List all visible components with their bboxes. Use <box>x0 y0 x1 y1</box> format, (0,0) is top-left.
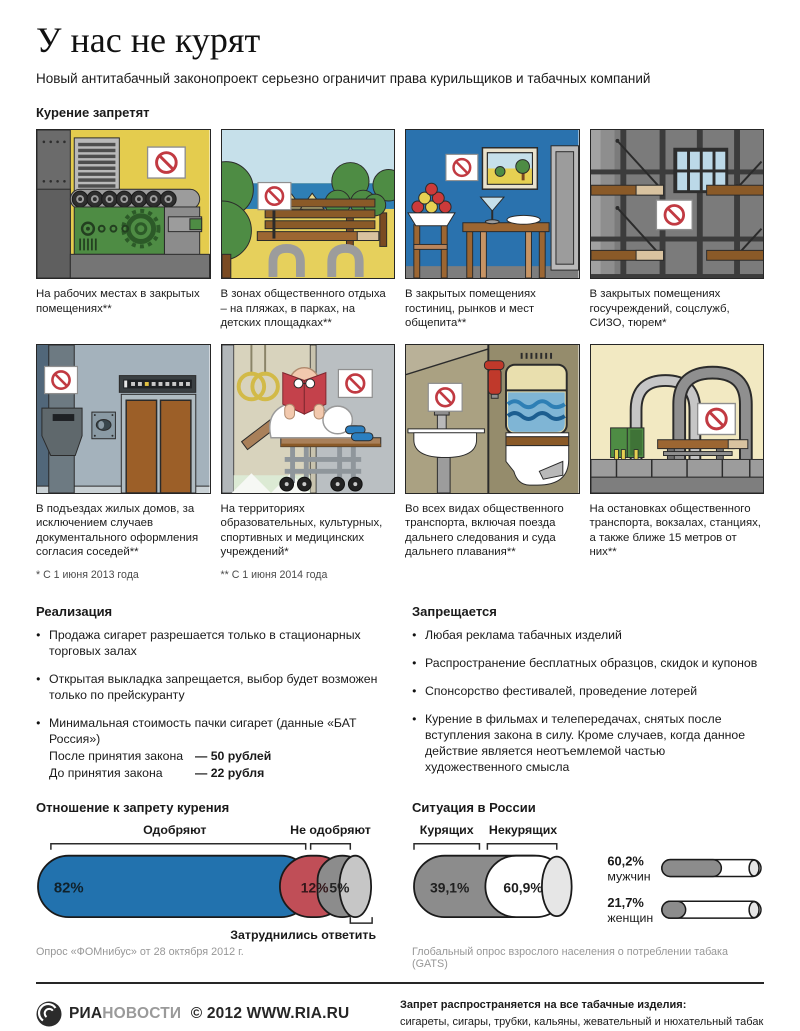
no-smoking-icon <box>697 403 735 434</box>
panel-indoor-dining <box>405 129 580 330</box>
price-row-after: После принятия закона — 50 рублей <box>49 748 272 763</box>
page-title: У нас не курят <box>36 20 261 60</box>
footnote-2014: ** С 1 июня 2014 года <box>220 568 328 581</box>
no-smoking-icon <box>148 147 186 178</box>
panel-caption: В зонах общественного отдыха – на пляжах, в парках, на детских площадках** <box>220 288 386 330</box>
no-smoking-icon <box>338 369 372 397</box>
prohibited-section <box>412 604 764 782</box>
list-item: ● Курение в фильмах и телепередачах, снятых после вступления закона в силу. Кроме случаев, когда данное действие является неотъемлемой частью художественного смысла <box>412 712 764 776</box>
undecided-label: Затруднились ответить <box>230 927 377 942</box>
nonsmokers-value: 60,9% <box>503 878 543 895</box>
panel-caption: В закрытых помещениях гостиниц, рынков и мест общепита** <box>405 288 536 330</box>
women-value: 21,7% <box>607 894 644 910</box>
no-smoking-icon <box>656 200 692 229</box>
ban-section-label: Курение запретят <box>36 105 150 121</box>
panel-workplace <box>36 129 211 330</box>
indoor-dining-illustration <box>406 130 579 278</box>
panel-apartment-entrance <box>36 344 211 560</box>
prohibited-label: Запрещается <box>412 603 497 619</box>
russia-cigarette-chart <box>412 818 764 943</box>
medical-gurney-illustration <box>222 345 395 493</box>
realization-list <box>36 628 388 782</box>
no-smoking-icon <box>428 383 462 411</box>
disapprove-label: Не одобряют <box>290 822 371 837</box>
ria-novosti-brand <box>36 997 400 1031</box>
footer-note-title: Запрет распространяется на все табачные изделия: <box>400 998 687 1011</box>
panel-beach-park <box>221 129 396 330</box>
list-item: ● Продажа сигарет разрешается только в стационарных торговых залах <box>36 628 388 660</box>
chart-source: Глобальный опрос взрослого населения о потреблении табака (GATS) <box>412 945 729 970</box>
no-smoking-icon <box>45 366 78 393</box>
ria-novosti-logo-icon <box>36 1001 62 1027</box>
panel-caption: На рабочих местах в закрытых помещениях** <box>36 288 200 315</box>
prohibited-list <box>412 628 764 776</box>
apartment-entrance-illustration <box>37 345 210 493</box>
train-toilet-illustration <box>406 345 579 493</box>
footnotes <box>36 569 764 581</box>
smokers-value: 39,1% <box>430 878 470 895</box>
footnote-2013: * С 1 июня 2013 года <box>36 568 139 581</box>
nonsmokers-label: Некурящих <box>488 822 558 837</box>
attitude-cigarette-chart <box>36 818 388 943</box>
panel-caption: На территориях образовательных, культурных, спортивных и медицинских учреждений* <box>220 502 383 559</box>
panel-bus-stop <box>590 344 765 560</box>
smokers-label: Курящих <box>419 822 474 837</box>
men-value: 60,2% <box>607 853 644 869</box>
list-item: ● Любая реклама табачных изделий <box>412 628 764 644</box>
panel-caption: В подъездах жилых домов, за исключением случаев документального оформления согласия соседей** <box>36 502 199 559</box>
list-item: ● Распространение бесплатных образцов, скидок и купонов <box>412 656 764 672</box>
page-subtitle: Новый антитабачный законопроект серьезно ограничит права курильщиков и табачных компаний <box>36 70 651 86</box>
footer-note-items: сигареты, сигары, трубки, кальяны, жевательный и нюхательный табак <box>400 1015 764 1028</box>
price-row-before: До принятия закона — 22 рубля <box>49 765 265 780</box>
brand-ria: РИА <box>69 1004 103 1022</box>
ban-panels-grid <box>36 129 764 559</box>
attitude-chart <box>36 800 388 970</box>
women-label: женщин <box>607 910 654 925</box>
realization-label: Реализация <box>36 603 113 619</box>
panel-medical <box>221 344 396 560</box>
footer <box>36 982 764 1031</box>
panel-caption: На остановках общественного транспорта, вокзалах, станциях, а также ближе 15 метров от них** <box>589 502 761 559</box>
no-smoking-icon <box>257 183 290 210</box>
panel-prison <box>590 129 765 330</box>
approve-value: 82% <box>53 879 84 896</box>
panel-caption: В закрытых помещениях госучреждений, соцслужб, СИЗО, тюрем* <box>589 288 730 330</box>
disapprove-value: 12% <box>300 878 329 895</box>
no-smoking-icon <box>446 155 478 181</box>
brand-copyright: © 2012 WWW.RIA.RU <box>190 1004 350 1022</box>
undecided-value: 5% <box>329 878 350 895</box>
approve-label: Одобряют <box>143 822 207 837</box>
chart-title: Ситуация в России <box>412 799 536 815</box>
bus-stop-illustration <box>591 345 764 493</box>
beach-park-illustration <box>222 130 395 278</box>
list-item: ● Минимальная стоимость пачки сигарет (данные «БАТ Россия») После принятия закона — 50 рублей До принятия закона — 22 рубля <box>36 716 388 782</box>
footer-note <box>400 997 764 1031</box>
chart-source: Опрос «ФОМнибус» от 28 октября 2012 г. <box>36 945 244 958</box>
factory-workplace-illustration <box>37 130 210 278</box>
panel-caption: Во всех видах общественного транспорта, включая поезда дальнего следования и суда дальнего плавания** <box>405 502 564 559</box>
realization-section <box>36 604 388 782</box>
list-item: ● Открытая выкладка запрещается, выбор будет возможен только по прейскуранту <box>36 672 388 704</box>
russia-chart <box>412 800 764 970</box>
brand-novosti: НОВОСТИ <box>102 1004 182 1022</box>
list-item: ● Спонсорство фестивалей, проведение лотерей <box>412 684 764 700</box>
chart-title: Отношение к запрету курения <box>36 799 230 815</box>
men-label: мужчин <box>607 869 651 884</box>
panel-transport-toilet <box>405 344 580 560</box>
prison-illustration <box>591 130 764 278</box>
